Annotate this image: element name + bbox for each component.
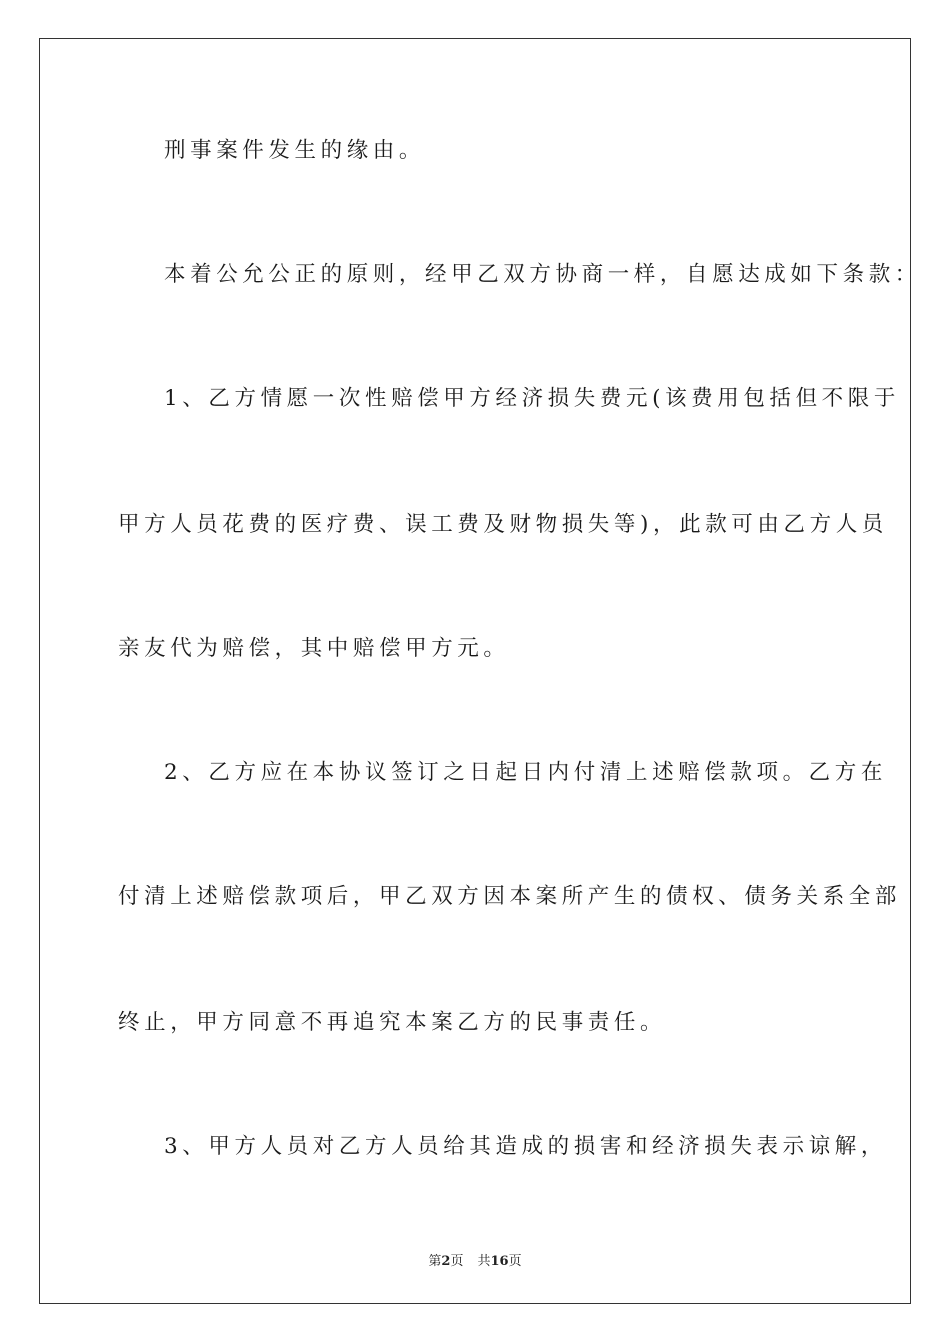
text-line: 刑事案件发生的缘由。	[164, 138, 426, 163]
page-footer	[0, 1250, 950, 1269]
text-line: 终止，甲方同意不再追究本案乙方的民事责任。	[118, 1010, 667, 1035]
total-page-count: 16	[490, 1254, 509, 1269]
page-border	[39, 38, 911, 1304]
text-line: 甲方人员花费的医疗费、误工费及财物损失等)，此款可由乙方人员	[118, 512, 888, 537]
current-page-number: 2	[441, 1254, 451, 1269]
text-line: 2、乙方应在本协议签订之日起日内付清上述赔偿款项。乙方在	[164, 760, 887, 785]
text-line: 3、甲方人员对乙方人员给其造成的损害和经济损失表示谅解，	[164, 1134, 887, 1159]
total-pages-prefix: 共	[477, 1254, 491, 1269]
total-pages-suffix: 页	[508, 1254, 522, 1269]
page-number-prefix: 第	[428, 1254, 442, 1269]
text-line: 付清上述赔偿款项后，甲乙双方因本案所产生的债权、债务关系全部	[118, 884, 902, 909]
page-number-suffix: 页	[450, 1254, 464, 1269]
text-line: 亲友代为赔偿，其中赔偿甲方元。	[118, 636, 510, 661]
text-line: 1、乙方情愿一次性赔偿甲方经济损失费元(该费用包括但不限于	[164, 386, 900, 411]
text-line: 本着公允公正的原则，经甲乙双方协商一样，自愿达成如下条款：	[164, 262, 921, 287]
